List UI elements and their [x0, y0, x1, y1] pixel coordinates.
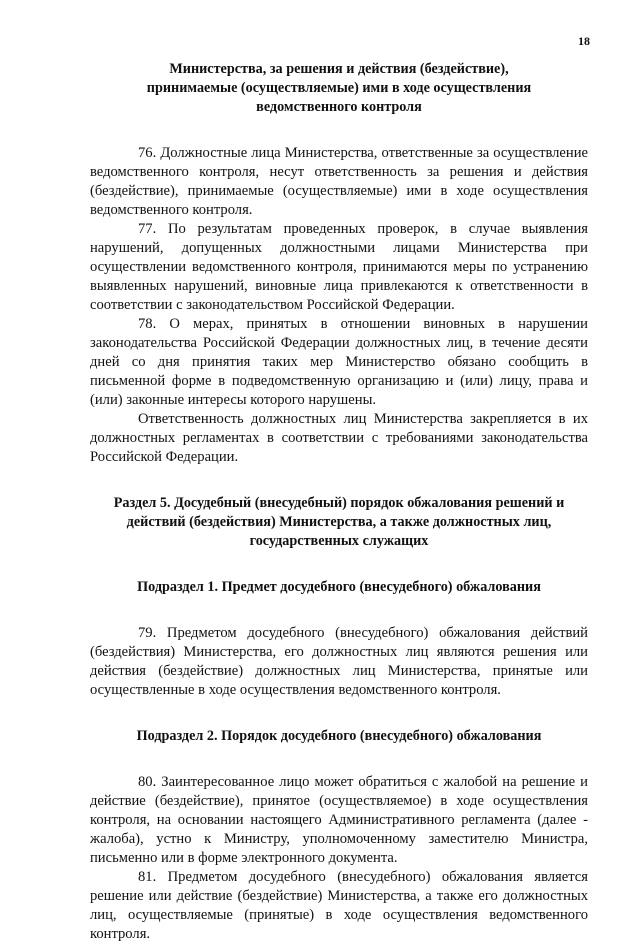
paragraph-77: 77. По результатам проведенных проверок, в случае выявления нарушений, допущенных должностными лицами Министерства при осуществлении ведомственного контроля, принимаются меры по устранению выявленных нарушений, виновные лица привлекаются к ответственности в соответствии с законодательством Российской Федерации. — [90, 221, 588, 313]
heading-line: принимаемые (осуществляемые) ими в ходе осуществления — [146, 80, 532, 96]
subsection-2-heading — [90, 727, 588, 746]
heading-line: действий (бездействия) Министерства, а также должностных лиц, — [126, 514, 552, 530]
paragraph-81: 81. Предметом досудебного (внесудебного) обжалования является решение или действие (бездействие) Министерства, а также его должностных лиц, осуществляемые (принятые) в ходе осуществления ведомственного контроля. — [90, 869, 588, 942]
heading-line: Министерства, за решения и действия (бездействие), — [169, 61, 509, 77]
heading-line: Раздел 5. Досудебный (внесудебный) порядок обжалования решений и — [113, 495, 565, 511]
heading-line: Подраздел 2. Порядок досудебного (внесудебного) обжалования — [136, 728, 542, 744]
heading-line: ведомственного контроля — [256, 99, 422, 115]
paragraph-responsibility: Ответственность должностных лиц Министерства закрепляется в их должностных регламентах в соответствии с требованиями законодательства Российской Федерации. — [90, 411, 588, 465]
document-body — [90, 60, 588, 944]
paragraph-80: 80. Заинтересованное лицо может обратиться с жалобой на решение и действие (бездействие), принятое (осуществляемое) в ходе осуществления контроля, на основании настоящего Административного регламента (далее - жалоба), устно к Министру, уполномоченному заместителю Министра, письменно или в форме электронного документа. — [90, 774, 588, 866]
paragraph-79: 79. Предметом досудебного (внесудебного) обжалования действий (бездействия) Министерства, его должностных лиц являются решения или действия (бездействие) должностных лиц Министерства, принятые или осуществленные в ходе осуществления ведомственного контроля. — [90, 625, 588, 698]
page-number: 18 — [578, 34, 590, 48]
paragraph-78: 78. О мерах, принятых в отношении виновных в нарушении законодательства Российской Федерации должностных лиц, в течение десяти дней со дня принятия таких мер Министерство обязано сообщить в письменной форме в подведомственную организацию и (или) лицу, права и (или) законные интересы которого нарушены. — [90, 316, 588, 408]
section-heading-continuation — [90, 60, 588, 117]
subsection-1-heading — [90, 578, 588, 597]
paragraph-76: 76. Должностные лица Министерства, ответственные за осуществление ведомственного контроля, несут ответственность за решения и действия (бездействие), принимаемые (осуществляемые) ими в ходе осуществления ведомственного контроля. — [90, 145, 588, 218]
heading-line: государственных служащих — [249, 533, 429, 549]
heading-line: Подраздел 1. Предмет досудебного (внесудебного) обжалования — [137, 579, 541, 595]
section-5-heading — [90, 494, 588, 551]
